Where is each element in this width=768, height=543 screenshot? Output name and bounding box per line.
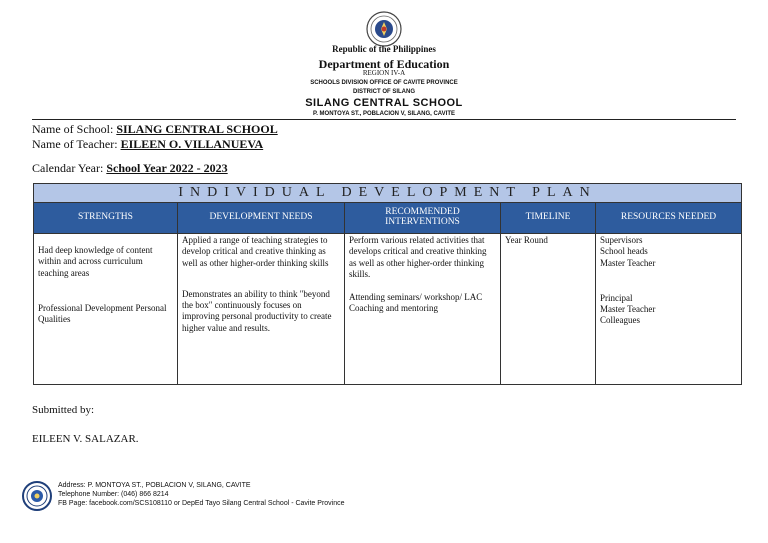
resource-item: Principal — [600, 292, 633, 303]
footer-fb-page: FB Page: facebook.com/SCS108110 or DepEd Tayo Silang Central School - Cavite Province — [58, 500, 345, 507]
department-line: Department of Education — [318, 57, 450, 71]
teacher-label: Name of Teacher: — [32, 137, 118, 151]
plan-title: INDIVIDUAL DEVELOPMENT PLAN — [34, 184, 742, 203]
resource-item: Supervisors — [600, 235, 643, 245]
footer-telephone: Telephone Number: (046) 866 8214 — [58, 491, 169, 498]
region-line: REGION IV-A — [362, 69, 406, 77]
division-line: SCHOOLS DIVISION OFFICE OF CAVITE PROVINCE — [310, 80, 458, 86]
col-header-interventions: RECOMMENDED INTERVENTIONS — [345, 203, 501, 234]
header-divider — [32, 119, 736, 120]
school-info-line — [32, 122, 278, 137]
submitter-name: EILEEN V. SALAZAR. — [32, 433, 139, 445]
calendar-value: School Year 2022 - 2023 — [106, 161, 228, 175]
submitted-by-label: Submitted by: — [32, 404, 95, 416]
district-line: DISTRICT OF SILANG — [353, 89, 415, 95]
resource-item: Master Teacher — [600, 304, 656, 314]
resource-item: Master Teacher — [600, 257, 656, 268]
need-item: Demonstrates an ability to think "beyond the box" continuously focuses on improving personal productivity to create higher value and results. — [182, 288, 332, 333]
school-logo — [22, 481, 52, 511]
school-name-heading: SILANG CENTRAL SCHOOL — [305, 97, 463, 109]
development-plan-table — [33, 183, 742, 385]
strengths-cell — [34, 234, 178, 385]
intervention-item: Perform various related activities that develops critical and creative thinking as well as other higher-order thinking skills. — [349, 235, 487, 279]
table-header-row — [34, 203, 742, 234]
timeline-value: Year Round — [505, 235, 548, 245]
col-header-strengths: STRENGTHS — [34, 203, 178, 234]
interventions-cell — [345, 234, 501, 385]
strength-item: Had deep knowledge of content within and across curriculum teaching areas — [38, 245, 153, 278]
deped-seal-logo — [366, 11, 402, 47]
need-item: Applied a range of teaching strategies to develop critical and creative thinking as well as other higher-order thinking skills — [182, 235, 329, 268]
teacher-value: EILEEN O. VILLANUEVA — [120, 137, 264, 151]
calendar-label: Calendar Year: — [32, 161, 104, 175]
intervention-item: Attending seminars/ workshop/ LAC — [349, 292, 483, 302]
calendar-info-line — [32, 161, 228, 176]
school-label: Name of School: — [32, 122, 114, 136]
resource-item: School heads — [600, 246, 648, 257]
school-address-line: P. MONTOYA ST., POBLACION V, SILANG, CAVITE — [312, 111, 456, 117]
school-value: SILANG CENTRAL SCHOOL — [116, 122, 278, 136]
development-needs-cell — [178, 234, 345, 385]
table-row — [34, 234, 742, 385]
republic-line: Republic of the Philippines — [332, 44, 436, 54]
teacher-info-line — [32, 137, 263, 152]
resource-item: Colleagues — [600, 315, 640, 326]
col-header-development-needs: DEVELOPMENT NEEDS — [178, 203, 345, 234]
intervention-item: Coaching and mentoring — [349, 303, 438, 314]
strength-item: Professional Development Personal Qualities — [38, 302, 167, 324]
col-header-resources: RESOURCES NEEDED — [596, 203, 742, 234]
col-header-timeline: TIMELINE — [501, 203, 596, 234]
resources-cell — [596, 234, 742, 385]
timeline-cell — [501, 234, 596, 385]
footer-address: Address: P. MONTOYA ST., POBLACION V, SILANG, CAVITE — [58, 482, 251, 489]
